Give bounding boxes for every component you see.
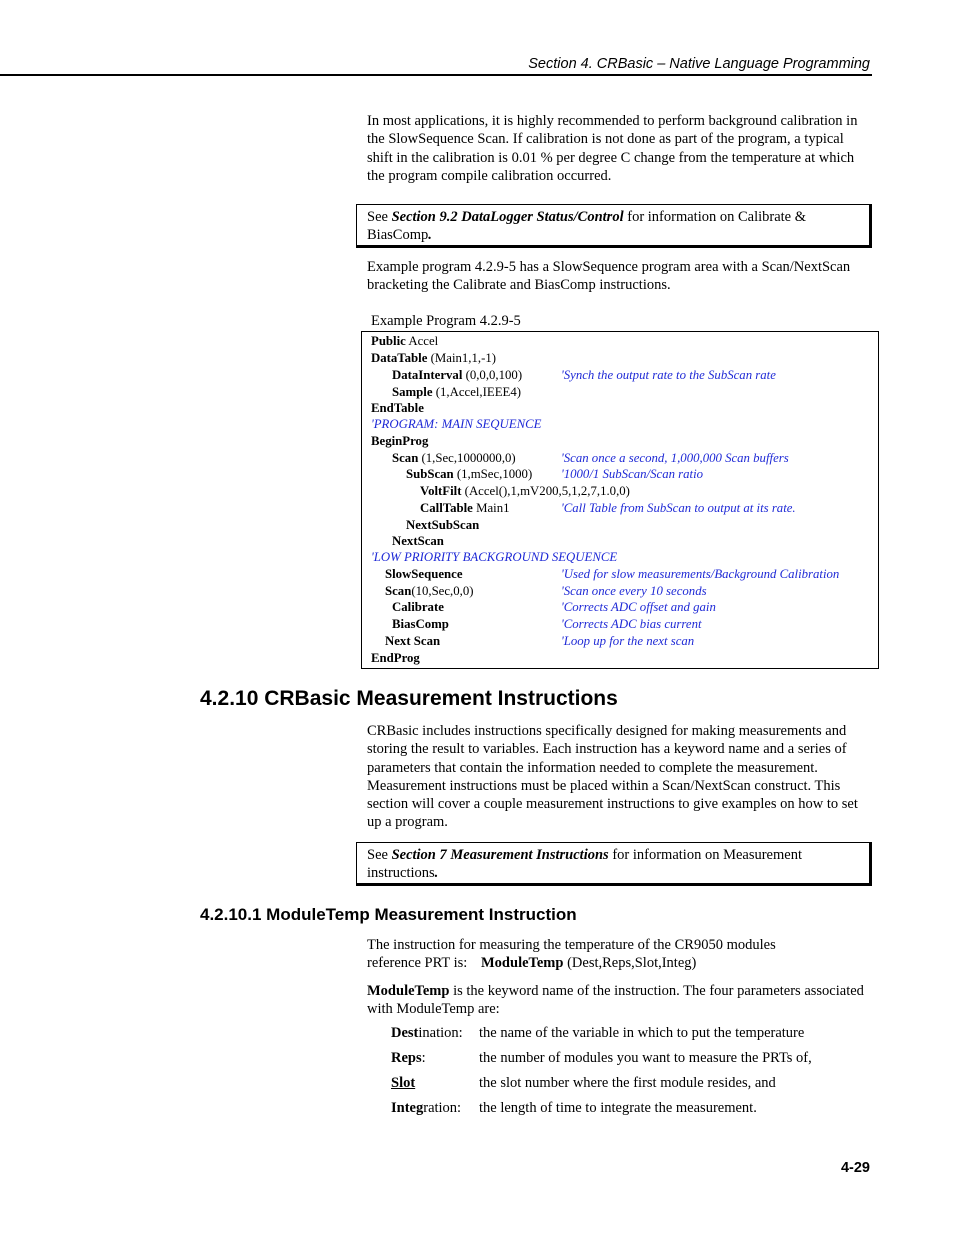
- code-line: NextSubScan: [406, 518, 480, 532]
- code-comment: 'Used for slow measurements/Background Calibration: [561, 567, 840, 581]
- section-paragraph: CRBasic includes instructions specifically designed for making measurements and storing the result to variables. Each instruction has a keyword name and a series of parameters that contain the information needed to complete the measurement. Measurement instructions must be placed within a Scan/NextScan construct. This section will cover a couple measurement instructions to give examples on how to set up a program.: [367, 723, 858, 831]
- code-line: Public Accel: [371, 334, 439, 348]
- code-line: BiasComp: [392, 617, 449, 631]
- note-box-measurement: [356, 842, 872, 886]
- code-line: Sample (1,Accel,IEEE4): [392, 385, 521, 399]
- code-comment: 'Corrects ADC offset and gain: [561, 600, 716, 614]
- note-prefix: See: [367, 209, 392, 225]
- section-heading: 4.2.10 CRBasic Measurement Instructions: [200, 687, 618, 710]
- program-caption: Example Program 4.2.9-5: [371, 313, 521, 329]
- note-box-calibration: [356, 204, 872, 248]
- code-line: NextScan: [392, 534, 444, 548]
- code-line: SubScan (1,mSec,1000): [406, 467, 533, 481]
- keyword-paragraph: ModuleTemp is the keyword name of the instruction. The four parameters associated with ModuleTemp are:: [367, 983, 864, 1018]
- code-comment: 'Call Table from SubScan to output at its rate.: [561, 501, 796, 515]
- code-line: DataTable (Main1,1,-1): [371, 351, 497, 365]
- note-section-ref: Section 9.2 DataLogger Status/Control: [391, 209, 624, 225]
- code-comment: 'Scan once a second, 1,000,000 Scan buffers: [561, 451, 789, 465]
- code-line: CallTable Main1: [420, 501, 510, 515]
- note-end: .: [434, 865, 439, 882]
- page-number: 4-29: [840, 1160, 870, 1176]
- code-comment: 'Synch the output rate to the SubScan rate: [561, 368, 776, 382]
- header-rule: [0, 74, 872, 76]
- note-end: .: [428, 227, 432, 244]
- code-line: Scan (1,Sec,1000000,0): [392, 451, 516, 465]
- syntax-args: (Dest,Reps,Slot,Integ): [563, 955, 697, 971]
- intro-paragraph: In most applications, it is highly recommended to perform background calibration in the SlowSequence Scan. If calibration is not done as part of the program, a typical shift in the calibration is 0.01 % per degree C change from the temperature at which the program compile calibration occurred.: [367, 113, 858, 184]
- code-line: Scan(10,Sec,0,0): [385, 584, 474, 598]
- code-line: EndProg: [371, 651, 420, 665]
- code-line: Next Scan: [385, 634, 441, 648]
- syntax-keyword: ModuleTemp: [481, 955, 564, 971]
- code-line: DataInterval (0,0,0,100): [392, 368, 523, 382]
- code-comment: 'PROGRAM: MAIN SEQUENCE: [371, 417, 542, 431]
- note-prefix: See: [367, 847, 392, 863]
- program-listing-box: [361, 331, 879, 669]
- example-intro-paragraph: Example program 4.2.9-5 has a SlowSequence program area with a Scan/NextScan bracketing the Calibrate and BiasComp instructions.: [367, 259, 851, 294]
- code-comment: 'LOW PRIORITY BACKGROUND SEQUENCE: [371, 550, 618, 564]
- subsection-heading: 4.2.10.1 ModuleTemp Measurement Instruction: [200, 905, 577, 924]
- note-suffix: for information on Calibrate & BiasComp: [367, 209, 807, 244]
- code-line: BeginProg: [371, 434, 429, 448]
- code-line: VoltFilt (Accel(),1,mV200,5,1,2,7,1.0,0): [420, 484, 630, 498]
- code-comment: 'Corrects ADC bias current: [561, 617, 702, 631]
- note-section-ref: Section 7 Measurement Instructions: [391, 847, 609, 863]
- code-comment: 'Loop up for the next scan: [561, 634, 695, 648]
- subsection-intro: The instruction for measuring the temperature of the CR9050 modules reference PRT is:: [367, 937, 776, 972]
- note-suffix: for information on Measurement instructions: [367, 847, 802, 882]
- code-line: EndTable: [371, 401, 424, 415]
- code-line: Calibrate: [392, 600, 444, 614]
- code-line: SlowSequence: [385, 567, 463, 581]
- code-comment: '1000/1 SubScan/Scan ratio: [561, 467, 704, 481]
- syntax-line: [481, 954, 696, 972]
- code-comment: 'Scan once every 10 seconds: [561, 584, 707, 598]
- page-header-title: Section 4. CRBasic – Native Language Programming: [528, 56, 870, 72]
